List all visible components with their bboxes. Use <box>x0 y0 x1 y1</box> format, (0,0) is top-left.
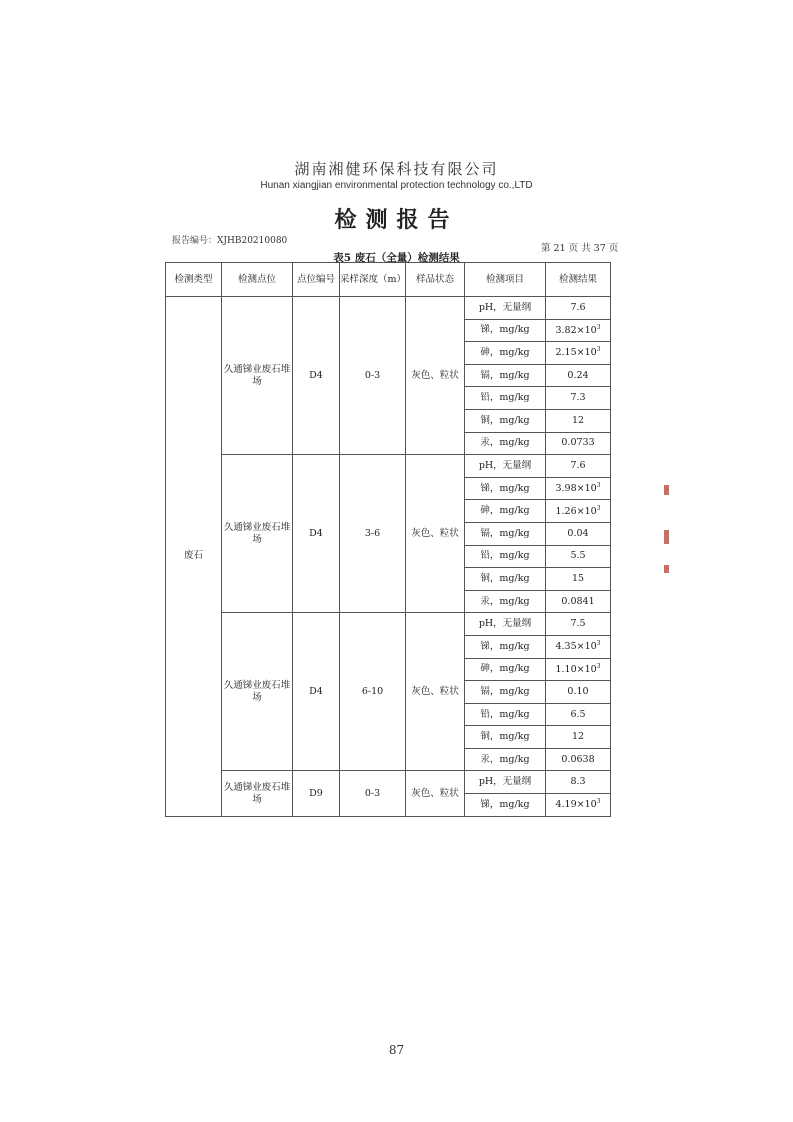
cell-item: 砷，mg/kg <box>465 658 546 681</box>
cell-item: 铜，mg/kg <box>465 568 546 591</box>
header-type: 检测类型 <box>166 263 222 297</box>
result-value: 4.35×10 <box>555 641 597 653</box>
result-exponent: 3 <box>596 504 601 512</box>
result-value: 0.0841 <box>561 595 595 607</box>
header-item: 检测项目 <box>465 263 546 297</box>
page-number: 87 <box>388 1043 405 1057</box>
company-name-en: Hunan xiangjian environmental protection technology co.,LTD <box>260 180 533 191</box>
cell-item: 汞，mg/kg <box>465 748 546 771</box>
result-exponent: 3 <box>596 323 601 331</box>
result-value: 5.5 <box>570 550 586 562</box>
cell-result <box>546 726 611 749</box>
cell-type: 废石 <box>166 297 222 817</box>
result-exponent: 3 <box>596 346 601 354</box>
cell-result <box>546 613 611 636</box>
cell-code: D9 <box>293 771 340 816</box>
result-value: 0.0638 <box>561 753 595 765</box>
cell-depth: 6-10 <box>340 613 406 771</box>
cell-code: D4 <box>293 297 340 455</box>
cell-item: 锑，mg/kg <box>465 319 546 342</box>
cell-item: 砷，mg/kg <box>465 500 546 523</box>
cell-depth: 3-6 <box>340 455 406 613</box>
result-exponent: 3 <box>596 662 601 670</box>
header-location: 检测点位 <box>222 263 293 297</box>
cell-result <box>546 342 611 365</box>
cell-result <box>546 771 611 794</box>
result-value: 4.19×10 <box>555 799 597 811</box>
table-header-row <box>166 263 611 297</box>
document-title: 检测报告 <box>334 207 459 233</box>
cell-location: 久通锑业废石堆场 <box>222 455 293 613</box>
cell-result <box>546 794 611 817</box>
cell-location: 久通锑业废石堆场 <box>222 771 293 816</box>
cell-state: 灰色、粒状 <box>406 771 465 816</box>
cell-item: 锑，mg/kg <box>465 794 546 817</box>
result-value: 0.04 <box>567 527 589 539</box>
result-value: 7.5 <box>570 618 586 630</box>
cell-depth: 0-3 <box>340 297 406 455</box>
cell-result <box>546 477 611 500</box>
table-row <box>166 455 611 478</box>
result-value: 12 <box>571 731 585 743</box>
table-row <box>166 771 611 794</box>
cell-result <box>546 590 611 613</box>
cell-item: 镉，mg/kg <box>465 522 546 545</box>
cell-result <box>546 387 611 410</box>
cell-result <box>546 455 611 478</box>
cell-item: 铜，mg/kg <box>465 726 546 749</box>
cell-result <box>546 319 611 342</box>
result-value: 7.6 <box>570 301 586 313</box>
result-value: 7.3 <box>570 392 586 404</box>
stamp-fragment <box>664 485 669 495</box>
cell-state: 灰色、粒状 <box>406 613 465 771</box>
cell-result <box>546 681 611 704</box>
cell-location: 久通锑业废石堆场 <box>222 297 293 455</box>
cell-result <box>546 568 611 591</box>
header-code: 点位编号 <box>293 263 340 297</box>
report-number: 报告编号：XJHB20210080 <box>172 236 288 246</box>
cell-item: 铅，mg/kg <box>465 545 546 568</box>
cell-result <box>546 500 611 523</box>
cell-result <box>546 635 611 658</box>
stamp-fragment <box>664 565 669 573</box>
result-exponent: 3 <box>596 640 601 648</box>
cell-item: 镉，mg/kg <box>465 681 546 704</box>
cell-result <box>546 364 611 387</box>
result-exponent: 3 <box>596 798 601 806</box>
cell-location: 久通锑业废石堆场 <box>222 613 293 771</box>
result-value: 3.82×10 <box>555 325 597 337</box>
cell-item: 锑，mg/kg <box>465 635 546 658</box>
result-value: 0.10 <box>567 685 589 697</box>
result-value: 1.26×10 <box>555 505 597 517</box>
result-value: 7.6 <box>570 460 586 472</box>
page-info: 第 21 页 共 37 页 <box>541 243 619 254</box>
cell-depth: 0-3 <box>340 771 406 816</box>
cell-code: D4 <box>293 455 340 613</box>
cell-item: 砷，mg/kg <box>465 342 546 365</box>
result-value: 8.3 <box>570 776 586 788</box>
result-value: 0.24 <box>567 369 589 381</box>
result-value: 0.0733 <box>561 437 595 449</box>
cell-item: pH，无量纲 <box>465 613 546 636</box>
cell-result <box>546 545 611 568</box>
table-caption: 表5 废石（全量）检测结果 <box>333 252 460 264</box>
cell-item: 汞，mg/kg <box>465 432 546 455</box>
result-exponent: 3 <box>596 482 601 490</box>
cell-item: pH，无量纲 <box>465 297 546 320</box>
cell-item: 锑，mg/kg <box>465 477 546 500</box>
cell-item: pH，无量纲 <box>465 455 546 478</box>
result-table <box>165 262 611 817</box>
cell-result <box>546 409 611 432</box>
cell-state: 灰色、粒状 <box>406 297 465 455</box>
cell-code: D4 <box>293 613 340 771</box>
company-name-cn: 湖南湘健环保科技有限公司 <box>294 160 499 178</box>
cell-item: 汞，mg/kg <box>465 590 546 613</box>
cell-result <box>546 432 611 455</box>
result-value: 1.10×10 <box>555 663 597 675</box>
cell-item: 铅，mg/kg <box>465 703 546 726</box>
result-value: 12 <box>571 414 585 426</box>
cell-item: 铜，mg/kg <box>465 409 546 432</box>
stamp-fragment <box>664 530 669 544</box>
header-depth: 采样深度（m） <box>340 263 406 297</box>
cell-state: 灰色、粒状 <box>406 455 465 613</box>
result-value: 3.98×10 <box>555 483 597 495</box>
cell-result <box>546 703 611 726</box>
cell-result <box>546 522 611 545</box>
header-result: 检测结果 <box>546 263 611 297</box>
result-value: 6.5 <box>570 708 586 720</box>
result-value: 2.15×10 <box>555 347 597 359</box>
cell-result <box>546 297 611 320</box>
cell-item: 镉，mg/kg <box>465 364 546 387</box>
cell-result <box>546 658 611 681</box>
cell-result <box>546 748 611 771</box>
cell-item: 铅，mg/kg <box>465 387 546 410</box>
table-row <box>166 613 611 636</box>
cell-item: pH，无量纲 <box>465 771 546 794</box>
result-value: 15 <box>571 572 585 584</box>
table-row <box>166 297 611 320</box>
header-state: 样品状态 <box>406 263 465 297</box>
